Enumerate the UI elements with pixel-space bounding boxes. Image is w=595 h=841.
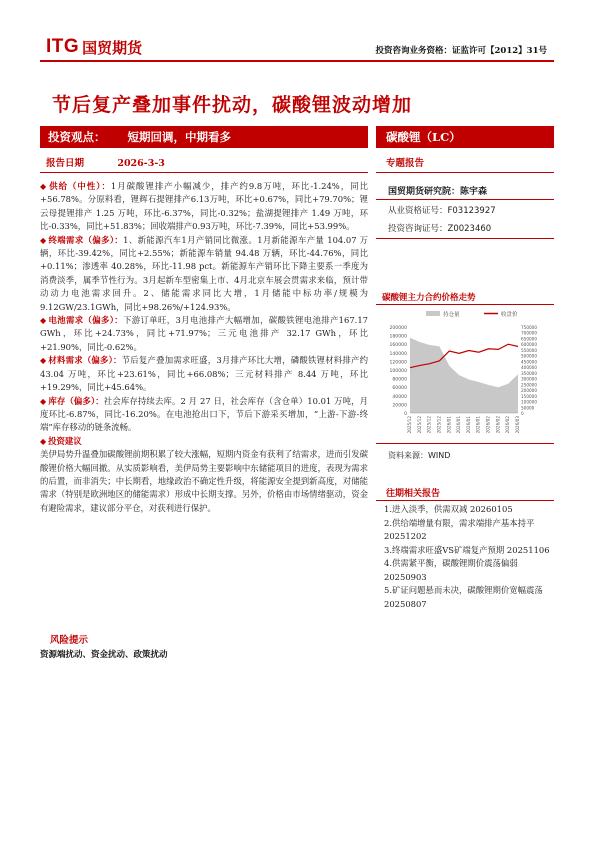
legend-label-open-interest: 持仓量 (443, 312, 460, 318)
open-interest-area (410, 338, 518, 413)
supply-paragraph (40, 180, 368, 234)
material-title: 材料需求（偏多）： (48, 355, 122, 366)
x-tick-label: 2026/01 (456, 416, 462, 434)
legend-label-close-price: 收盘价 (501, 312, 518, 318)
page-title: 节后复产叠加事件扰动，碳酸锂波动增加 (52, 94, 413, 116)
logo-cn-text: 国贸期货 (82, 38, 143, 57)
right-divider (376, 172, 554, 173)
investment-view-bar (40, 126, 368, 148)
bullet-icon: ◆ (40, 396, 47, 406)
y-left-tick-label: 100000 (389, 369, 407, 374)
y-right-tick-label: 500000 (521, 353, 537, 359)
x-tick-label: 2026/03 (515, 416, 520, 434)
bullet-icon: ◆ (40, 356, 47, 366)
past-reports-title: 往期相关报告 (386, 489, 441, 499)
header-divider (40, 60, 554, 62)
x-tick-label: 2026/02 (485, 416, 491, 434)
right-divider (376, 238, 554, 239)
bullet-icon: ◆ (40, 182, 48, 191)
right-divider (376, 199, 554, 200)
company-logo (46, 36, 142, 58)
y-right-tick-label: 600000 (521, 342, 537, 348)
terminal-title: 终端需求（偏多）： (48, 234, 124, 245)
left-divider (40, 172, 368, 173)
y-right-tick-label: 250000 (521, 382, 537, 388)
report-date (46, 155, 165, 169)
consulting-cert: 投资咨询证号：Z0023460 (388, 224, 492, 234)
x-tick-label: 2026/01 (475, 416, 481, 434)
investment-view-label: 投资观点： (48, 130, 106, 144)
y-left-tick-label: 160000 (389, 343, 407, 349)
x-tick-label: 2025/12 (436, 416, 442, 434)
terminal-paragraph (40, 234, 368, 314)
x-tick-label: 2026/01 (446, 416, 452, 434)
logo-itg-text: ITG (46, 36, 80, 57)
y-left-tick-label: 140000 (389, 351, 407, 357)
material-paragraph (40, 354, 368, 394)
y-right-tick-label: 0 (521, 411, 524, 416)
cell-body: 下游订单旺，3月电池排产大幅增加，碳酸铁锂电池排产167.17 GWh，环比+24.73%，同比+71.97%；三元电池排产 32.17 GWh，环比+21.90%，同比-0.62%。 (40, 315, 368, 352)
y-right-tick-label: 750000 (521, 325, 537, 330)
x-tick-label: 2026/02 (505, 416, 511, 434)
y-right-tick-label: 100000 (521, 399, 537, 405)
inventory-body: 社会库存持续去库。2 月 27 日，社会库存（含仓单）10.01 万吨，月度环比-6.87%，同比-16.20%。在电池抢出口下，节后下游采买增加，“上游-下游-终端”库存移动的链条流畅。 (40, 395, 368, 433)
inventory-paragraph (40, 395, 368, 435)
y-right-tick-label: 300000 (521, 376, 537, 382)
x-tick-label: 2025/12 (407, 416, 412, 434)
terminal-body: 1、新能源汽车1月产销同比微涨。1月新能源车产量 104.07 万辆，环比-39.42%，同比+2.55%；新能源车销量 94.48 万辆，环比-44.76%，同比+0.11%；渗透率 40.28%，环比-11.98 pct。新能源车产销环比下降主要系一季度为消费淡季，属季节性行为。3月起新车型密集上市、4月北京车展会贯需求来临，预计带动动力电池需求回升。2、储能需求同比大增，1月储能中标功率/规模为9.12GW/23.1GWh，同比+98.26%/+124.93%。 (40, 234, 368, 312)
risk-text: 资源端扰动、资金扰动、政策扰动 (40, 650, 168, 660)
price-chart (376, 305, 554, 443)
bullet-icon: ◆ (40, 436, 47, 446)
past-report-item[interactable]: 5.矿证问题悬而未决，碳酸锂期价宽幅震荡 20250807 (384, 585, 543, 609)
cell-title: 电池需求（偏多）： (48, 315, 124, 326)
advice-body: 美伊局势升温叠加碳酸锂前期积累了较大涨幅，短期内资金有获利了结需求，进而引发碳酸锂价格大幅回撤。从实质影响看，美伊局势主要影响中东储能项目的进度，表现为需求的后置，而非消失；中长期看，地缘政治不确定性升级，将能源安全提到新高度，对储能需求（特别是欧洲地区的储能需求）形成中长期支撑。另外，价格由市场情绪驱动，资金有避险需求，建议部分平仓，对获利进行保护。 (40, 449, 368, 513)
x-tick-label: 2026/02 (495, 416, 501, 434)
y-right-tick-label: 200000 (521, 388, 537, 394)
y-right-tick-label: 150000 (521, 393, 537, 399)
y-right-tick-label: 550000 (521, 347, 537, 353)
material-body: 节后复产叠加需求旺盛，3月排产环比大增，磷酸铁锂材料排产约 43.04 万吨，环比+23.61%，同比+66.08%；三元材料排产 8.44 万吨，环比+19.29%，同比+45.64%。 (40, 355, 369, 393)
past-report-item[interactable]: 3.终端需求旺盛VS矿端复产预期 20251106 (384, 544, 550, 555)
y-left-tick-label: 200000 (389, 326, 407, 331)
y-left-tick-label: 60000 (392, 386, 407, 392)
product-label: 碳酸锂（LC） (386, 130, 461, 144)
cell-paragraph (40, 314, 368, 354)
report-date-label: 报告日期 (46, 158, 85, 169)
product-bar (376, 126, 554, 148)
advice-title: 投资建议 (48, 435, 82, 446)
y-right-tick-label: 700000 (521, 330, 537, 336)
license-text: 投资咨询业务资格：证监许可【2012】31号 (375, 46, 547, 56)
bullet-icon: ◆ (40, 235, 47, 245)
y-left-tick-label: 120000 (389, 360, 407, 366)
y-left-tick-label: 40000 (392, 394, 407, 400)
chart-source: 资料来源：WIND (388, 451, 451, 460)
y-right-tick-label: 50000 (521, 405, 535, 411)
x-tick-label: 2026/01 (465, 416, 471, 434)
main-content (40, 180, 368, 515)
investment-view-subtitle: 短期回调，中期看多 (127, 130, 231, 144)
past-reports-list (384, 503, 552, 611)
y-right-tick-label: 650000 (521, 336, 537, 342)
bullet-icon: ◆ (40, 316, 47, 326)
inventory-title: 库存（偏多）： (48, 395, 104, 406)
y-left-tick-label: 80000 (392, 377, 407, 383)
supply-body: 1月碳酸锂排产小幅减少，排产约9.8万吨，环比-1.24%，同比+56.78%。分原料看，锂辉石提锂排产6.13万吨，环比+0.67%，同比+79.70%；锂云母提锂排产 1.25 万吨，环比-6.37%，同比-0.32%；盐湖提锂排产 1.49 万吨，环比-0.33%，同比+51.83%；回收端排产0.93万吨，环比-7.39%，同比+53.99%。 (40, 181, 368, 232)
chart-title: 碳酸锂主力合约价格走势 (382, 293, 476, 303)
y-left-tick-label: 180000 (389, 334, 407, 340)
analyst-name: 国贸期货研究院：陈宇森 (388, 187, 488, 197)
advice-paragraph (40, 435, 368, 515)
qualification-cert: 从业资格证号：F03123927 (388, 206, 496, 216)
y-right-tick-label: 350000 (521, 370, 537, 376)
supply-title: 供给（中性）： (49, 181, 111, 191)
right-divider (376, 443, 554, 444)
report-type: 专题报告 (386, 158, 425, 169)
legend-swatch-open-interest (426, 311, 440, 316)
y-right-tick-label: 400000 (521, 365, 537, 371)
past-report-item[interactable]: 2.供给端增量有限，需求端排产基本持平 20251202 (384, 517, 535, 541)
x-tick-label: 2025/12 (416, 416, 422, 434)
risk-title: 风险提示 (50, 635, 89, 646)
report-date-value: 2026-3-3 (117, 158, 165, 169)
right-divider (376, 500, 554, 501)
y-left-tick-label: 0 (404, 412, 407, 417)
past-report-item[interactable]: 1.进入淡季，供需双减 20260105 (384, 504, 513, 514)
price-chart-svg (376, 305, 554, 443)
y-left-tick-label: 20000 (392, 403, 407, 409)
past-report-item[interactable]: 4.供需紧平衡，碳酸锂期价震荡偏弱 20250903 (384, 558, 518, 582)
x-tick-label: 2025/12 (426, 416, 432, 434)
y-right-tick-label: 450000 (521, 359, 537, 365)
